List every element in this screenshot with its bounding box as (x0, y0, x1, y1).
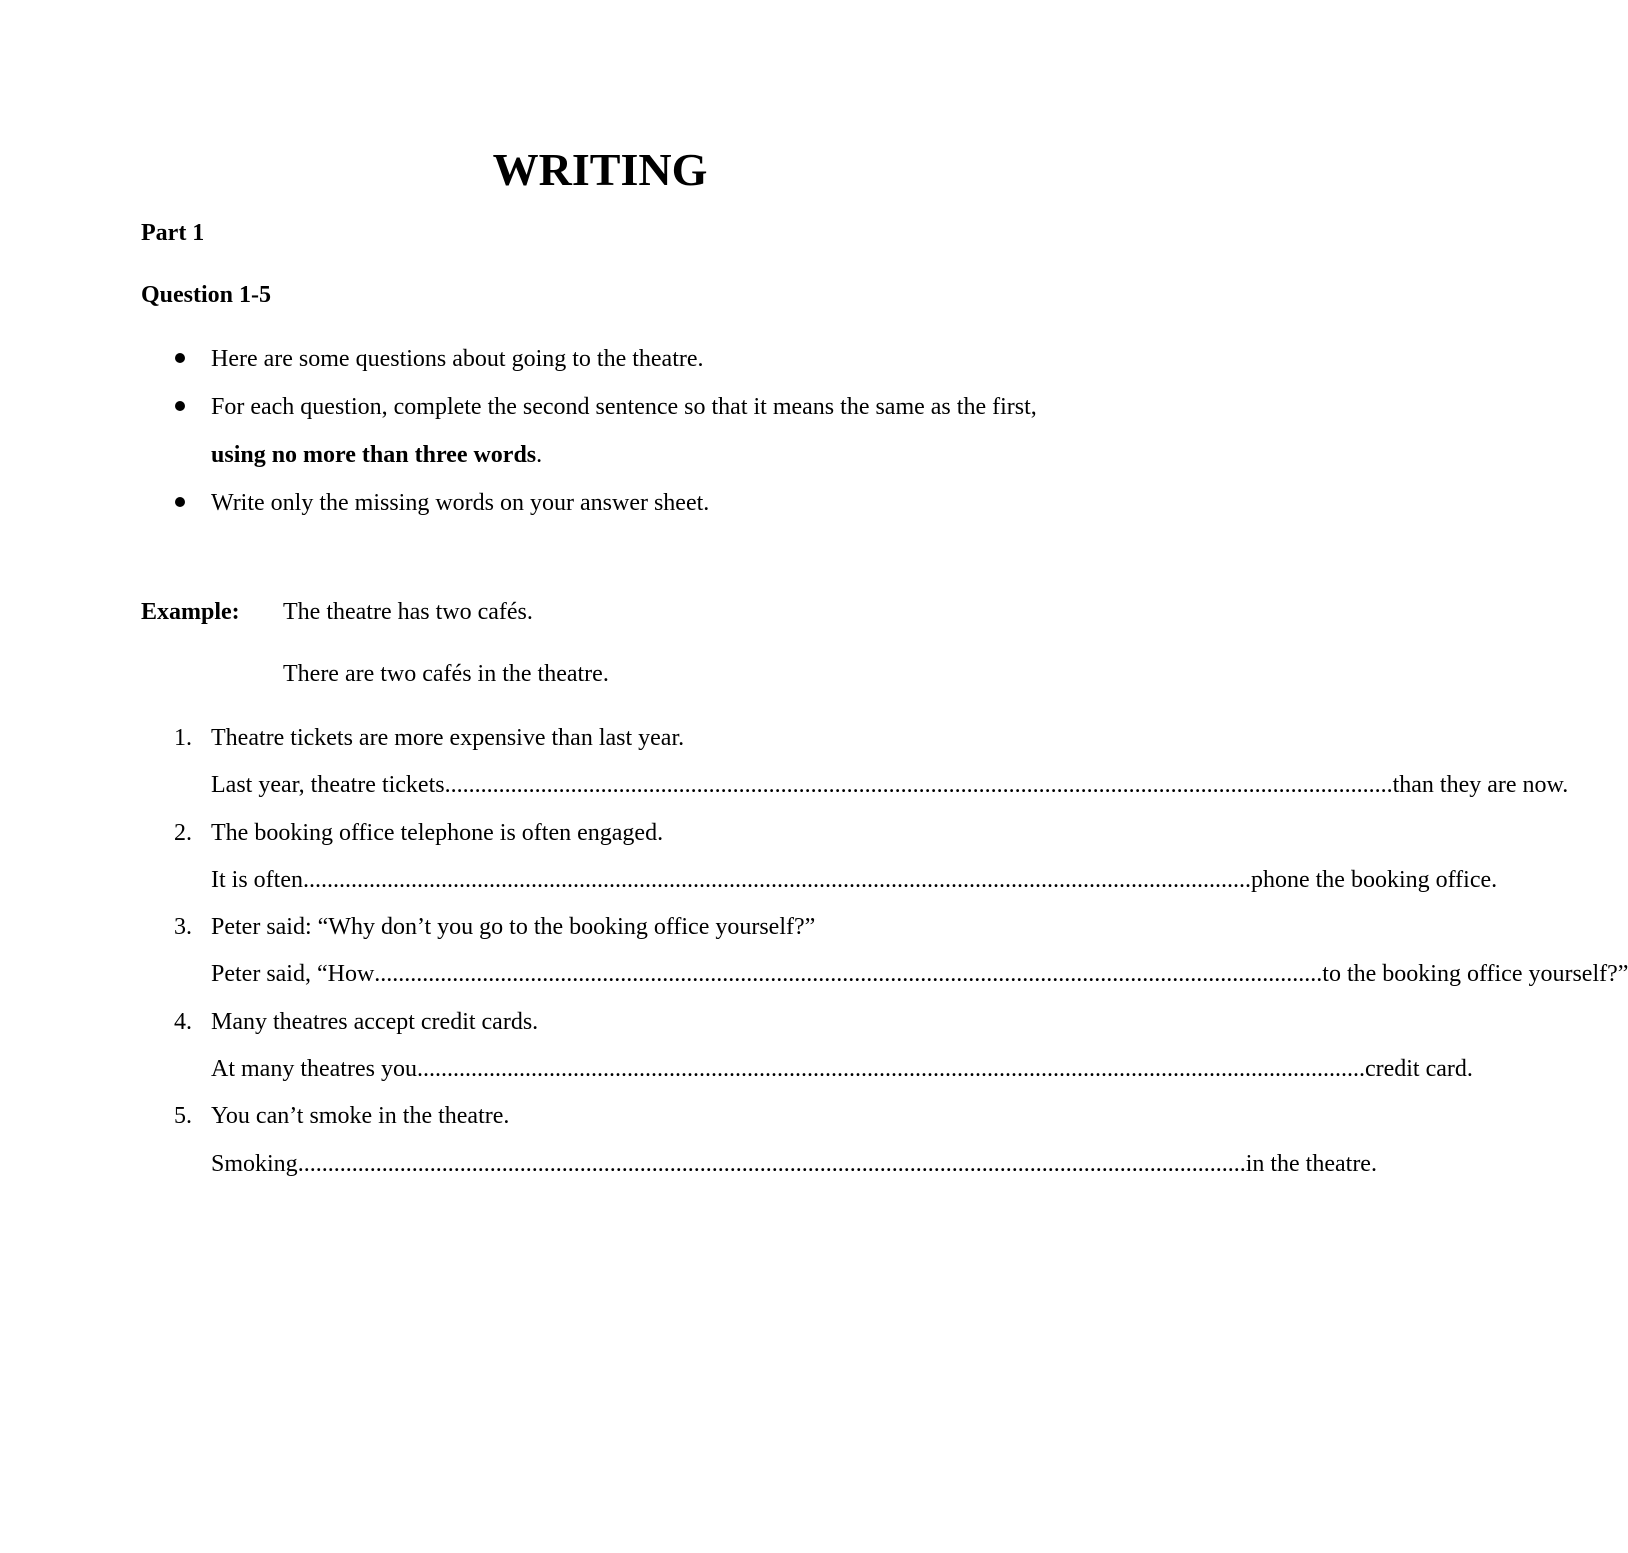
answer-blank[interactable]: .............................................................................................................................................................. (444, 772, 1393, 799)
question-sentence: The booking office telephone is often engaged. (211, 819, 664, 846)
answer-suffix: than they are now. (1392, 772, 1569, 799)
question-sentence: You can’t smoke in the theatre. (211, 1103, 510, 1130)
answer-blank[interactable]: .............................................................................................................................................................. (302, 866, 1251, 893)
answer-prefix: It is often (211, 866, 303, 893)
instruction-text: Here are some questions about going to the theatre. (211, 346, 704, 372)
question-sentence: Many theatres accept credit cards. (211, 1008, 539, 1035)
answer-suffix: credit card. (1364, 1056, 1473, 1083)
question-number: 2. (174, 819, 192, 846)
answer-suffix: to the booking office yourself?” (1322, 961, 1628, 988)
question-number: 5. (174, 1103, 192, 1130)
answer-line (211, 951, 1628, 998)
example-sentence: The theatre has two cafés. (283, 599, 533, 625)
instruction-item (0, 383, 1071, 479)
question-heading: Question 1-5 (141, 282, 272, 308)
question-number: 3. (174, 914, 192, 941)
answer-line (211, 1141, 1377, 1188)
answer-blank[interactable]: .............................................................................................................................................................. (416, 1056, 1365, 1083)
example-label: Example: (141, 599, 240, 625)
answer-prefix: Smoking (211, 1150, 298, 1177)
answer-prefix: Peter said, “How (211, 961, 375, 988)
answer-prefix: Last year, theatre tickets (211, 772, 445, 799)
instruction-item (0, 479, 1071, 527)
bullet-icon (175, 497, 185, 507)
answer-line (211, 762, 1569, 809)
question-sentence: Theatre tickets are more expensive than last year. (211, 725, 685, 751)
answer-line (211, 857, 1498, 904)
question-item (0, 999, 1473, 1094)
answer-blank[interactable]: .............................................................................................................................................................. (374, 961, 1323, 988)
question-item (0, 904, 1628, 999)
instruction-text: Write only the missing words on your answer sheet. (211, 490, 710, 516)
question-list (0, 715, 1628, 1188)
answer-suffix: phone the booking office. (1250, 866, 1498, 893)
instruction-item (0, 335, 1071, 383)
bullet-icon (175, 353, 185, 363)
question-number: 1. (174, 725, 192, 751)
question-item (0, 715, 1569, 810)
example-rewrite: There are two cafés in the theatre. (283, 661, 609, 687)
answer-line (211, 1046, 1473, 1093)
question-item (0, 810, 1498, 905)
instructions-list (0, 335, 1200, 527)
question-sentence: Peter said: “Why don’t you go to the booking office yourself?” (211, 914, 816, 941)
instruction-text: For each question, complete the second sentence so that it means the same as the first, (211, 394, 1037, 420)
instruction-punctuation: . (536, 442, 543, 468)
answer-blank[interactable]: .............................................................................................................................................................. (297, 1150, 1246, 1177)
answer-suffix: in the theatre. (1245, 1150, 1377, 1177)
bullet-icon (175, 401, 185, 411)
answer-prefix: At many theatres you (211, 1056, 417, 1083)
instruction-emphasis: using no more than three words (211, 442, 537, 468)
question-number: 4. (174, 1008, 192, 1035)
part-heading: Part 1 (141, 220, 205, 246)
page-title: WRITING (492, 144, 708, 195)
question-item (0, 1093, 1377, 1188)
